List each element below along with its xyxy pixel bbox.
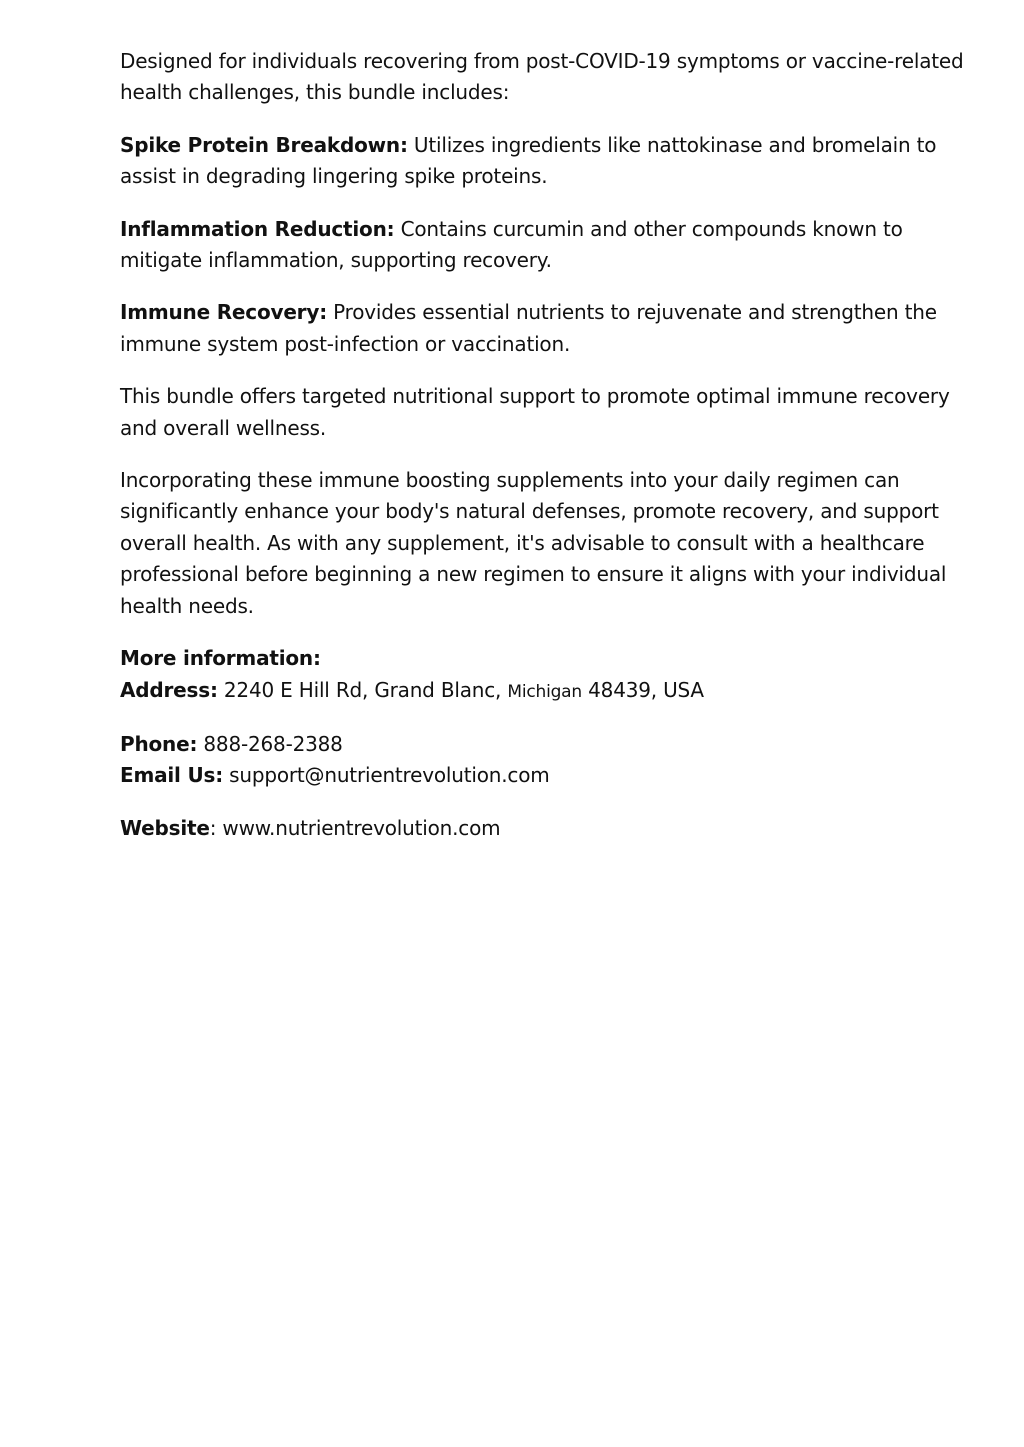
address-zip: 48439, USA [581, 677, 704, 702]
address-label: Address: [120, 677, 218, 702]
website-separator: : [209, 815, 223, 840]
feature-text: Provides essential nutrients to rejuvenate and strengthen the immune system post-infection or vaccination. [120, 300, 937, 356]
email-address: support@nutrientrevolution.com [223, 763, 550, 788]
feature-text: Utilizes ingredients like nattokinase and bromelain to assist in degrading lingering spike proteins. [120, 132, 937, 189]
address-text: 2240 E Hill Rd, Grand Blanc, [217, 677, 508, 702]
feature-title: Immune Recovery: [120, 300, 327, 325]
website-link[interactable]: www.nutrientrevolution.com [222, 815, 501, 840]
feature-title: Spike Protein Breakdown: [120, 132, 408, 157]
feature-text: Contains curcumin and other compounds known to mitigate inflammation, supporting recovery. [120, 216, 903, 273]
website-line [120, 813, 990, 844]
address-line [120, 675, 990, 708]
email-line [120, 760, 990, 791]
address-state: Michigan [507, 681, 582, 702]
summary-paragraph: This bundle offers targeted nutritional support to promote optimal immune recovery and overall wellness. [120, 384, 950, 440]
feature-spike-protein [120, 130, 990, 193]
intro-paragraph: Designed for individuals recovering from post-COVID-19 symptoms or vaccine-related health challenges, this bundle includes: [120, 49, 964, 105]
email-label: Email Us: [120, 763, 224, 788]
phone-number: 888-268-2388 [197, 731, 343, 756]
phone-label: Phone: [120, 731, 198, 756]
feature-immune-recovery [120, 297, 990, 360]
closing-paragraph: Incorporating these immune boosting supplements into your daily regimen can significantly enhance your body's natural defenses, promote recovery, and support overall health. As with any supplement, it's advisable to consult with a healthcare professional before beginning a new regimen to ensure it aligns with your individual health needs. [120, 468, 947, 618]
feature-title: Inflammation Reduction: [120, 216, 395, 241]
document-page [120, 46, 990, 844]
more-info-heading: More information: [120, 646, 321, 671]
phone-line [120, 729, 990, 760]
feature-inflammation [120, 214, 990, 277]
website-label: Website [120, 815, 210, 840]
